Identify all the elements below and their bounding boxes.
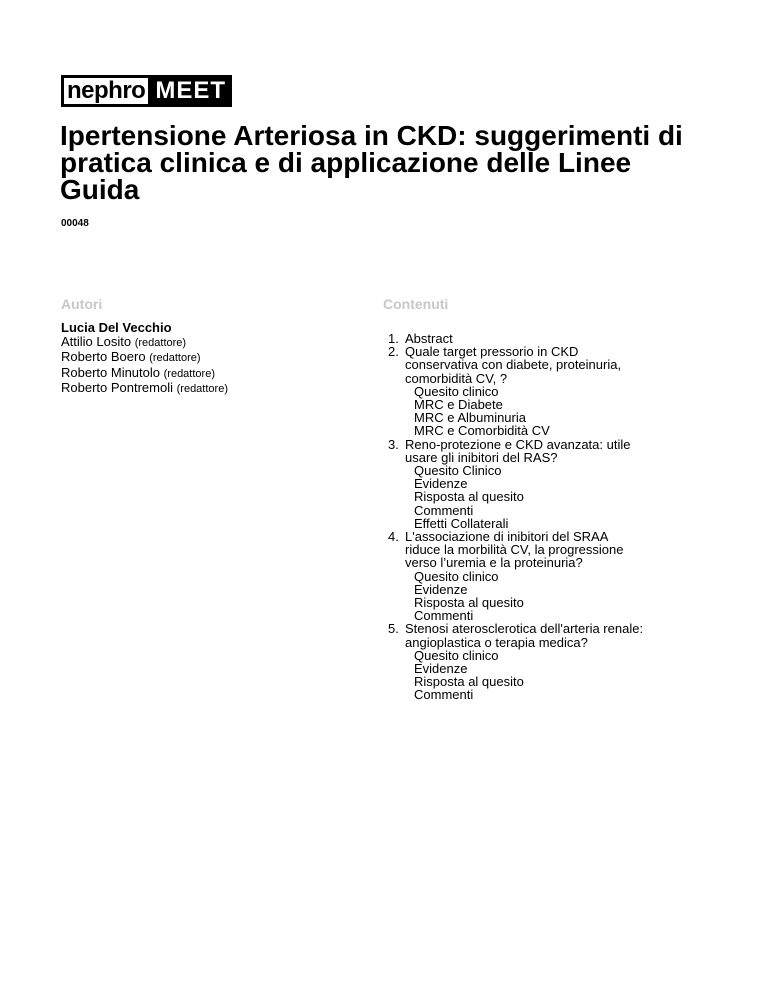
author-item — [61, 366, 228, 382]
contents-item-number: 3. — [388, 436, 399, 452]
author-item — [61, 381, 228, 397]
document-code: 00048 — [61, 218, 89, 229]
contents-item-title[interactable]: Quale target pressorio in CKD conservativa con diabete, proteinuria, comorbidità CV, ? — [405, 344, 622, 386]
contents-list — [388, 332, 645, 702]
contents-subitem[interactable]: MRC e Comorbidità CV — [414, 423, 550, 439]
author-role: (redattore) — [163, 367, 215, 380]
logo-meet-text: MEET — [151, 75, 232, 107]
author-role: (redattore) — [134, 336, 187, 349]
document-title: Ipertensione Arteriosa in CKD: suggerimenti di pratica clinica e di applicazione delle Linee Guida — [60, 120, 683, 205]
contents-subitem[interactable]: Commenti — [414, 608, 474, 624]
contents-sublist — [405, 464, 645, 530]
contents-subitem[interactable]: Quesito clinico — [414, 647, 499, 663]
contents-heading: Contenuti — [383, 296, 449, 312]
contents-subitem[interactable]: Evidenze — [414, 581, 468, 597]
author-name: Roberto Boero — [61, 349, 146, 364]
author-item — [61, 321, 228, 335]
contents-subitem[interactable]: Commenti — [414, 502, 474, 518]
contents-subitem[interactable]: Evidenze — [414, 476, 468, 492]
nephromeet-logo — [61, 75, 232, 107]
contents-sublist — [405, 649, 645, 702]
author-name: Roberto Minutolo — [61, 364, 160, 380]
contents-item-title[interactable]: L'associazione di inibitori del SRAA riduce la morbilità CV, la progressione verso l’uremia e la proteinuria? — [405, 529, 624, 571]
author-name: Attilio Losito — [61, 333, 132, 349]
contents-subitem[interactable]: Commenti — [414, 687, 474, 703]
contents-sublist — [405, 385, 645, 438]
author-item — [61, 350, 228, 366]
logo-nephro-text: nephro — [61, 75, 151, 107]
contents-item — [388, 345, 645, 437]
contents-item-number: 2. — [388, 344, 399, 360]
author-name: Lucia Del Vecchio — [61, 320, 172, 335]
authors-heading: Autori — [61, 296, 103, 312]
contents-subitem[interactable]: MRC e Diabete — [414, 397, 503, 413]
contents-subitem[interactable]: Quesito Clinico — [414, 463, 502, 479]
contents-subitem[interactable]: Risposta al quesito — [414, 595, 524, 611]
authors-list — [61, 321, 228, 397]
contents-subitem[interactable]: Evidenze — [414, 661, 468, 677]
contents-sublist — [405, 570, 645, 623]
contents-item-number: 1. — [388, 331, 399, 346]
contents-item-title[interactable]: Reno-protezione e CKD avanzata: utile usare gli inibitori del RAS? — [405, 436, 631, 465]
contents-subitem[interactable]: Risposta al quesito — [414, 489, 524, 505]
author-role: (redattore) — [176, 383, 228, 395]
contents-item — [388, 622, 645, 701]
author-role: (redattore) — [149, 352, 201, 364]
contents-subitem[interactable]: Quesito clinico — [414, 568, 499, 584]
author-item — [61, 335, 228, 351]
contents-subitem[interactable]: Effetti Collaterali — [414, 515, 509, 531]
author-name: Roberto Pontremoli — [61, 380, 173, 395]
contents-item-title[interactable]: Abstract — [405, 331, 453, 346]
contents-subitem[interactable]: Risposta al quesito — [414, 674, 524, 690]
contents-item — [388, 530, 645, 622]
contents-item-number: 4. — [388, 529, 399, 545]
contents-subitem[interactable]: Quesito clinico — [414, 383, 499, 399]
contents-item-title[interactable]: Stenosi aterosclerotica dell'arteria renale: angioplastica o terapia medica? — [405, 621, 644, 650]
contents-item — [388, 438, 645, 530]
contents-subitem[interactable]: MRC e Albuminuria — [414, 410, 526, 426]
contents-item-number: 5. — [388, 621, 399, 637]
